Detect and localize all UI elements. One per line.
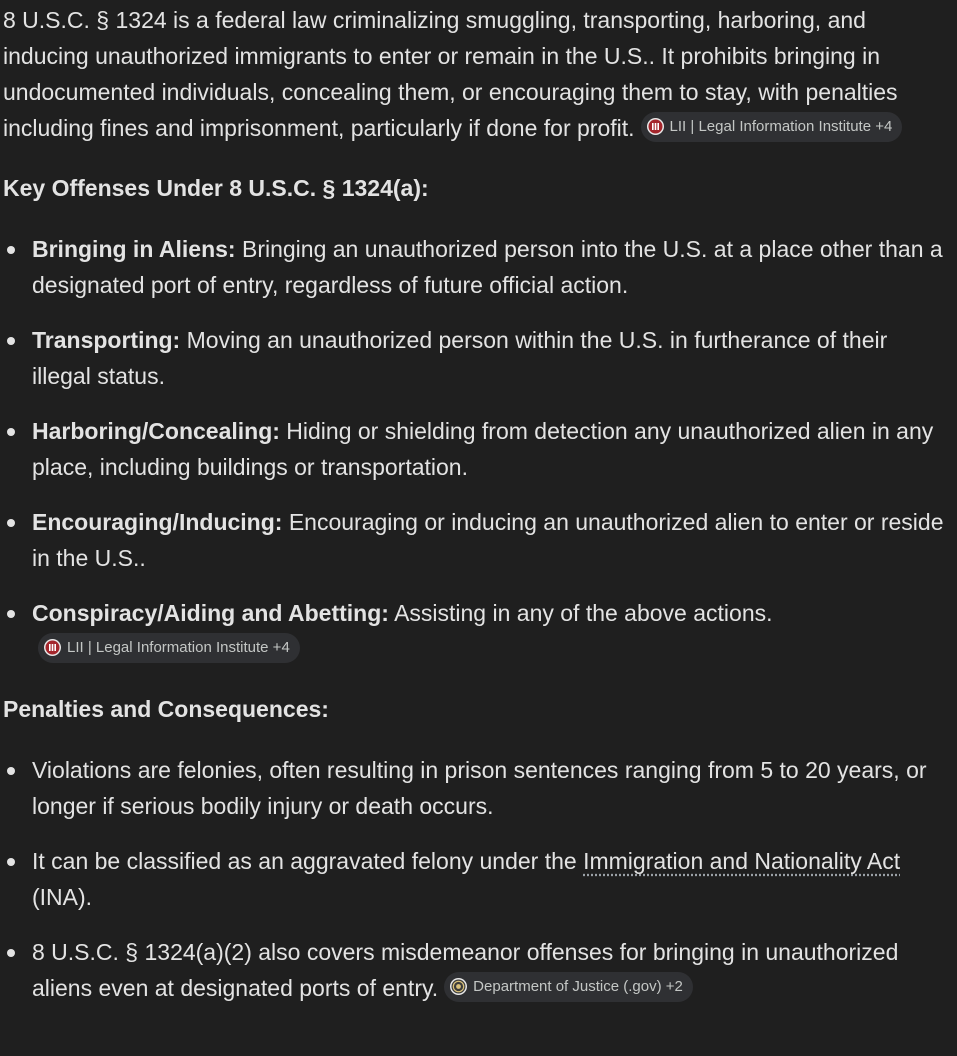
doj-seal-icon <box>450 978 467 995</box>
offense-text: Encouraging or inducing an unauthorized alien to enter or reside in the U.S.. <box>32 509 944 571</box>
citation-label: LII | Legal Information Institute +4 <box>669 117 893 135</box>
citation-label: LII | Legal Information Institute +4 <box>67 638 290 656</box>
penalty-text: Violations are felonies, often resulting in prison sentences ranging from 5 to 20 years, or longer if serious bodily injury or death occurs. <box>32 757 927 819</box>
offense-text: Bringing an unauthorized person into the U.S. at a place other than a designated port of entry, regardless of future official action. <box>32 236 943 298</box>
list-item <box>3 231 951 303</box>
offense-text: Assisting in any of the above actions. <box>394 600 773 626</box>
list-item <box>3 595 951 667</box>
citation-chip[interactable] <box>38 633 300 663</box>
offenses-heading: Key Offenses Under 8 U.S.C. § 1324(a): <box>3 175 429 201</box>
penalty-text: 8 U.S.C. § 1324(a)(2) also covers misdemeanor offenses for bringing in unauthorized aliens even at designated ports of entry. <box>32 939 899 1001</box>
citation-chip[interactable] <box>641 112 903 142</box>
offense-term: Bringing in Aliens: <box>32 236 236 262</box>
ina-link[interactable]: Immigration and Nationality Act <box>583 848 901 874</box>
intro-paragraph <box>3 0 951 146</box>
penalties-heading: Penalties and Consequences: <box>3 696 329 722</box>
list-item <box>3 413 951 485</box>
intro-text: 8 U.S.C. § 1324 is a federal law criminalizing smuggling, transporting, harboring, and inducing unauthorized immigrants to enter or remain in the U.S.. It prohibits bringing in undocumented individuals, concealing them, or encouraging them to stay, with penalties including fines and imprisonment, particularly if done for profit. <box>3 7 898 141</box>
list-item <box>3 934 951 1006</box>
offense-term: Encouraging/Inducing: <box>32 509 283 535</box>
offense-term: Harboring/Concealing: <box>32 418 280 444</box>
citation-chip[interactable] <box>444 972 693 1002</box>
lii-logo-icon <box>44 639 61 656</box>
penalties-list <box>3 752 951 1006</box>
offense-text: Hiding or shielding from detection any unauthorized alien in any place, including buildings or transportation. <box>32 418 934 480</box>
offense-term: Transporting: <box>32 327 181 353</box>
offenses-list <box>3 231 951 667</box>
offense-term: Conspiracy/Aiding and Abetting: <box>32 600 389 626</box>
list-item <box>3 752 951 824</box>
penalty-text-before: It can be classified as an aggravated felony under the <box>32 848 584 874</box>
list-item <box>3 322 951 394</box>
list-item <box>3 843 951 915</box>
list-item <box>3 504 951 576</box>
offense-text: Moving an unauthorized person within the U.S. in furtherance of their illegal status. <box>32 327 888 389</box>
lii-logo-icon <box>647 118 664 135</box>
citation-label: Department of Justice (.gov) +2 <box>473 977 683 995</box>
penalty-text-after: (INA). <box>32 884 93 910</box>
